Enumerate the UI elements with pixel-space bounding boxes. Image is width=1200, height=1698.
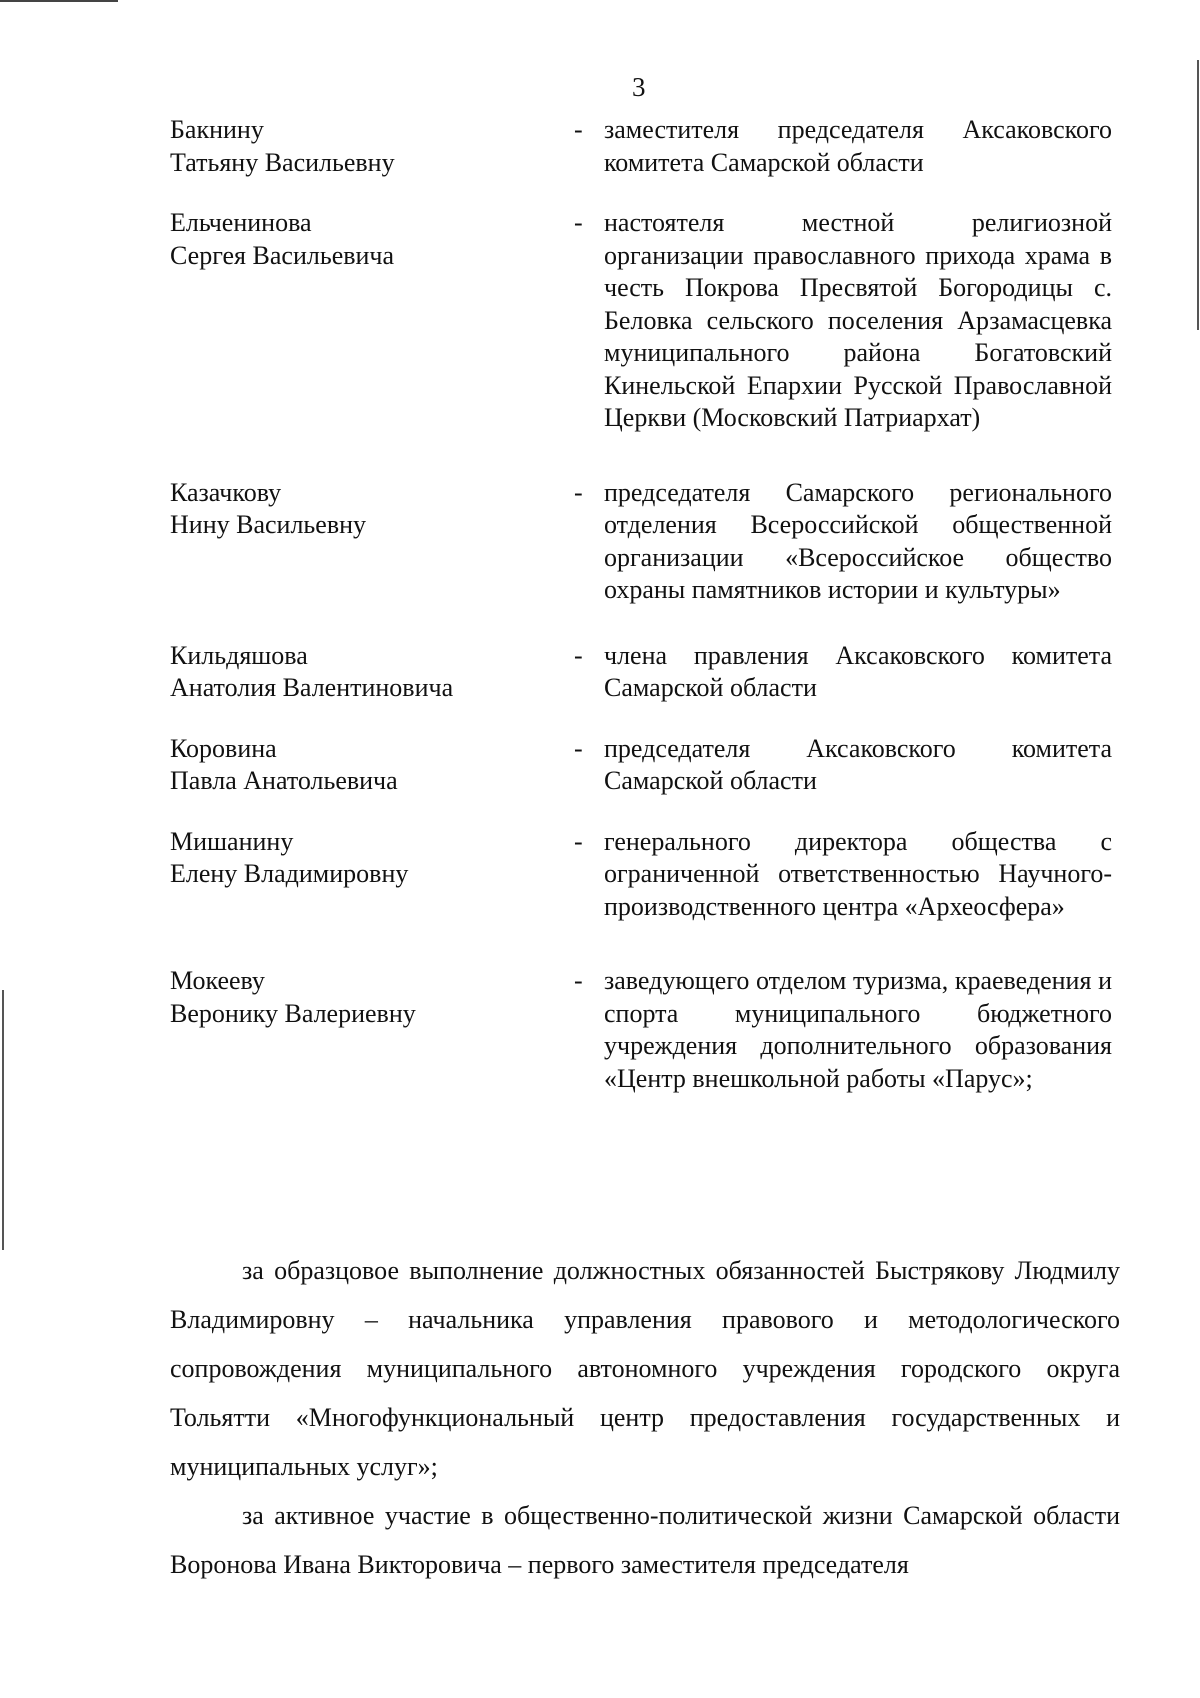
scan-edge-right <box>1197 60 1199 330</box>
paragraph: за образцовое выполнение должностных обязанностей Быстрякову Людмилу Владимировну – начальника управления правового и методологического сопровождения муниципального автономного учреждения городского округа Тольятти «Многофункциональный центр предоставления государственных и муниципальных услуг»; <box>170 1256 1120 1481</box>
dash: - <box>574 966 583 995</box>
dash: - <box>574 640 583 670</box>
given-names: Нину Васильевну <box>170 510 367 539</box>
paragraph: за активное участие в общественно-политической жизни Самарской области Воронова Ивана Викторовича – первого заместителя председателя <box>170 1501 1120 1579</box>
person-name <box>170 114 574 179</box>
surname: Ельченинова <box>170 208 312 237</box>
person-name <box>170 965 574 1030</box>
person-role: заведующего отделом туризма, краеведения и спорта муниципального бюджетного учреждения дополнительного образования «Центр внешкольной работы «Парус»; <box>604 966 1112 1093</box>
given-names: Сергея Васильевича <box>170 240 395 270</box>
person-role: настоятеля местной религиозной организации православного прихода храма в честь Покрова Пресвятой Богородицы с. Беловка сельского поселения Арзамасцевка муниципального района Богатовский Кинельской Епархии Русской Православной Церкви (Московский Патриархат) <box>604 208 1112 432</box>
award-list <box>170 114 1120 1095</box>
surname: Коровина <box>170 733 277 763</box>
person-role: председателя Самарского регионального отделения Всероссийской общественной организации «Всероссийское общество охраны памятников истории и культуры» <box>604 477 1112 604</box>
given-names: Елену Владимировну <box>170 859 409 888</box>
surname: Бакнину <box>170 115 264 144</box>
award-entry <box>170 207 1120 435</box>
award-entry <box>170 640 1120 705</box>
award-entry <box>170 733 1120 798</box>
person-role: заместителя председателя Аксаковского комитета Самарской области <box>604 115 1112 177</box>
given-names: Павла Анатольевича <box>170 766 398 795</box>
person-name <box>170 640 574 705</box>
award-entry <box>170 965 1120 1095</box>
surname: Кильдяшова <box>170 640 308 670</box>
page-number: 3 <box>632 72 646 102</box>
dash: - <box>574 115 583 144</box>
given-names: Веронику Валериевну <box>170 998 416 1028</box>
surname: Мишанину <box>170 826 294 856</box>
dash: - <box>574 826 583 856</box>
surname: Мокееву <box>170 966 265 995</box>
person-name <box>170 477 574 542</box>
scan-edge-top <box>0 0 118 2</box>
given-names: Анатолия Валентиновича <box>170 673 454 702</box>
dash: - <box>574 477 583 507</box>
body-text <box>170 1246 1120 1589</box>
dash: - <box>574 208 583 237</box>
person-name <box>170 826 574 891</box>
scan-edge-left <box>2 990 4 1250</box>
award-entry <box>170 826 1120 924</box>
given-names: Татьяну Васильевну <box>170 147 395 177</box>
person-role: генерального директора общества с ограниченной ответственностью Научного-производственного центра «Археосфера» <box>604 826 1112 921</box>
person-name <box>170 733 574 798</box>
person-role: члена правления Аксаковского комитета Самарской области <box>604 640 1112 702</box>
award-entry <box>170 114 1120 179</box>
surname: Казачкову <box>170 477 282 507</box>
award-entry <box>170 477 1120 607</box>
person-name <box>170 207 574 272</box>
person-role: председателя Аксаковского комитета Самарской области <box>604 733 1112 795</box>
dash: - <box>574 733 583 763</box>
